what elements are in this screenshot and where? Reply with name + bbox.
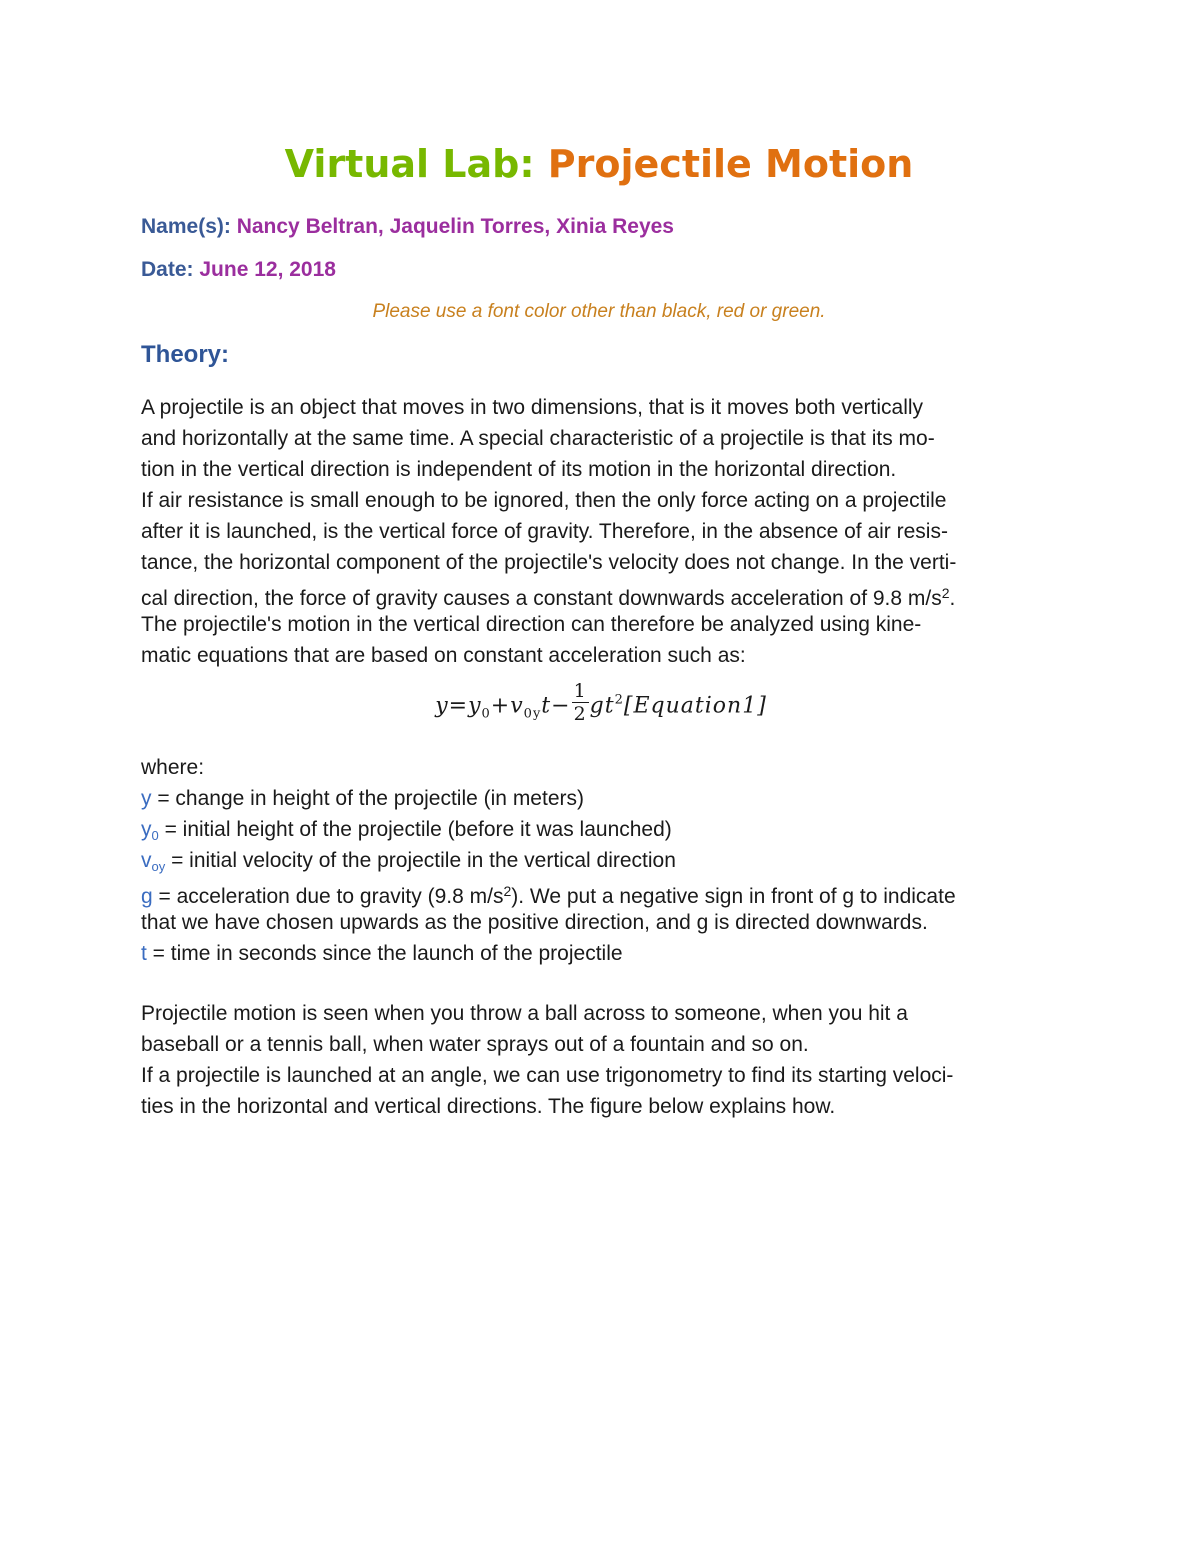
theory-line: A projectile is an object that moves in two dimensions, that is it moves both vertically: [141, 396, 924, 419]
theory-line: tion in the vertical direction is independent of its motion in the horizontal direction.: [141, 458, 897, 481]
theory-heading: Theory:: [141, 341, 230, 368]
definition-item: [141, 876, 1061, 907]
document-title: [141, 140, 1057, 188]
definition-variable: g: [141, 885, 153, 908]
definition-text-after: ). We put a negative sign in front of g to indicate: [511, 885, 956, 908]
eq-g-t: gt: [589, 693, 615, 719]
definition-text: = time in seconds since the launch of the projectile: [146, 942, 623, 965]
eq-t-minus: t−: [541, 693, 571, 719]
definition-item: [141, 845, 1061, 876]
variable-definitions: [141, 752, 1061, 969]
theory-line: tance, the horizontal component of the projectile's velocity does not change. In the verti-: [141, 551, 957, 574]
theory-line: and horizontally at the same time. A special characteristic of a projectile is that its mo-: [141, 427, 935, 450]
theory-line: The projectile's motion in the vertical direction can therefore be analyzed using kine-: [141, 613, 922, 636]
eq-fraction: [572, 680, 589, 725]
eq-fraction-numerator: 1: [573, 680, 587, 702]
kinematic-equation: [141, 676, 1061, 732]
theory-line: after it is launched, is the vertical force of gravity. Therefore, in the absence of air resis-: [141, 520, 948, 543]
eq-sub-0y: 0y: [523, 706, 542, 722]
eq-sup-2: 2: [614, 692, 624, 708]
where-label: where:: [141, 756, 205, 779]
definition-text: = initial height of the projectile (before it was launched): [158, 818, 672, 841]
eq-plus-v: +v: [490, 693, 524, 719]
date-value: June 12, 2018: [199, 258, 336, 281]
definition-subscript: 0: [151, 828, 159, 843]
squared-superscript: 2: [503, 883, 512, 899]
equation-body: [435, 680, 767, 729]
names-line: [141, 213, 674, 241]
definition-subscript: oy: [151, 859, 166, 874]
date-label: Date:: [141, 258, 194, 281]
closing-line: baseball or a tennis ball, when water sprays out of a fountain and so on.: [141, 1033, 809, 1056]
eq-lhs: y=y: [435, 693, 482, 719]
closing-line: Projectile motion is seen when you throw a ball across to someone, when you hit a: [141, 1002, 908, 1025]
closing-line: If a projectile is launched at an angle, we can use trigonometry to find its starting veloci-: [141, 1064, 954, 1087]
theory-line: [141, 578, 1061, 609]
definition-variable: y: [141, 818, 152, 841]
font-color-note: Please use a font color other than black, red or green.: [372, 301, 826, 322]
theory-line-text: cal direction, the force of gravity causes a constant downwards acceleration of 9.8 m/s: [141, 587, 942, 610]
squared-superscript: 2: [941, 585, 950, 601]
theory-paragraph: [141, 392, 1061, 671]
definition-item: [141, 938, 1061, 969]
definition-variable: t: [141, 942, 147, 965]
theory-line: If air resistance is small enough to be ignored, then the only force acting on a projectile: [141, 489, 947, 512]
title-part-1: Virtual Lab:: [284, 142, 535, 186]
definition-text: = change in height of the projectile (in meters): [151, 787, 584, 810]
definition-text: = initial velocity of the projectile in the vertical direction: [165, 849, 676, 872]
names-label: Name(s):: [141, 215, 231, 238]
theory-line: matic equations that are based on constant acceleration such as:: [141, 644, 746, 667]
eq-sub-0: 0: [481, 706, 491, 722]
definition-item: [141, 814, 1061, 845]
definition-text: = acceleration due to gravity (9.8 m/s: [152, 885, 504, 908]
closing-paragraph: [141, 998, 1061, 1122]
names-value: Nancy Beltran, Jaquelin Torres, Xinia Reyes: [236, 215, 674, 238]
definition-variable: y: [141, 787, 152, 810]
date-line: [141, 256, 336, 284]
closing-line: ties in the horizontal and vertical directions. The figure below explains how.: [141, 1095, 836, 1118]
definition-item: [141, 783, 1061, 814]
title-part-2: Projectile Motion: [547, 142, 914, 186]
definition-continuation: that we have chosen upwards as the positive direction, and g is directed downwards.: [141, 911, 928, 934]
line-period: .: [949, 587, 956, 610]
eq-label: [Equation1]: [623, 693, 767, 719]
eq-fraction-denominator: 2: [573, 703, 587, 725]
definition-variable: v: [141, 849, 152, 872]
